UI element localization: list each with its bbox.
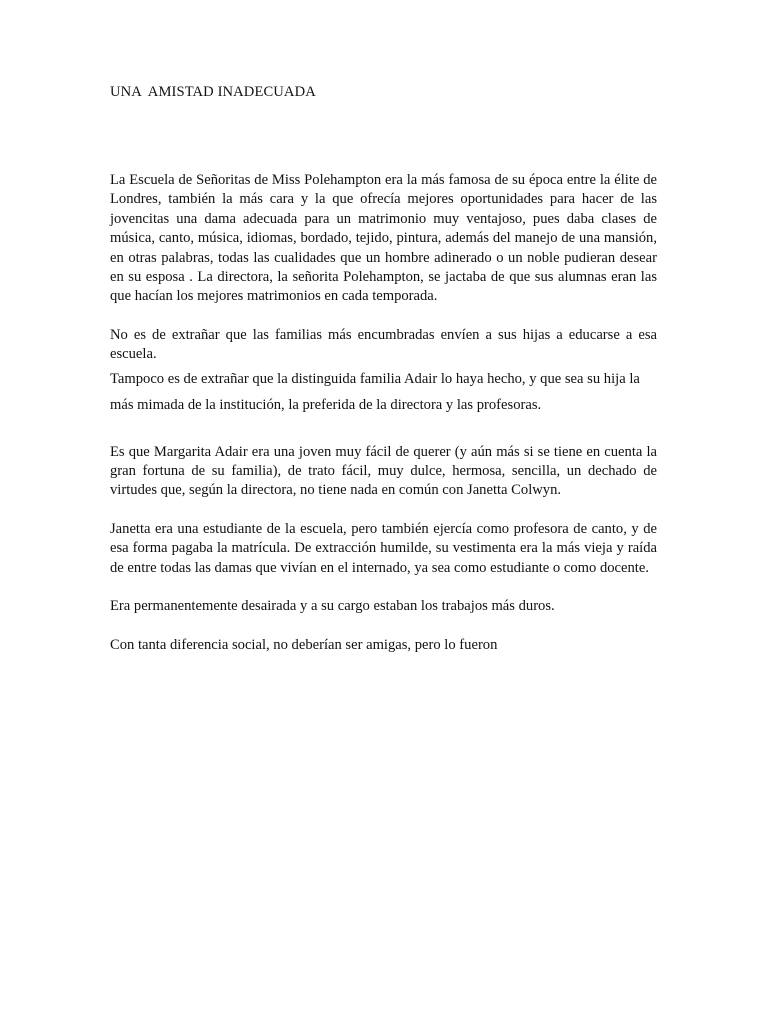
document-body: [110, 171, 657, 655]
paragraph-adair-family: Tampoco es de extrañar que la distinguida familia Adair lo haya hecho, y que sea su hija la más mimada de la institución, la preferida de la directora y las profesoras.: [110, 370, 640, 413]
paragraph-school: La Escuela de Señoritas de Miss Polehampton era la más famosa de su época entre la élite de Londres, también la más cara y la que ofrecía mejores oportunidades para hacer de las jovencitas una dama adecuada para un matrimonio muy ventajoso, pues daba clases de música, canto, música, idiomas, bordado, tejido, pintura, además del manejo de una mansión, en otras palabras, todas las cualidades que un hombre adinerado o un noble pudieran desear en su esposa . La directora, la señorita Polehampton, se jactaba de que sus alumnas eran las que hacían los mejores matrimonios en cada temporada.: [110, 172, 657, 305]
paragraph-janetta: Janetta era una estudiante de la escuela, pero también ejercía como profesora de canto, y de esa forma pagaba la matrícula. De extracción humilde, su vestimenta era la más vieja y raída de entre todas las damas que vivían en el internado, ya sea como estudiante o como docente.: [110, 520, 657, 576]
paragraph-margarita: Es que Margarita Adair era una joven muy fácil de querer (y aún más si se tiene en cuenta la gran fortuna de su familia), de trato fácil, muy dulce, hermosa, sencilla, un dechado de virtudes que, según la directora, no tiene nada en común con Janetta Colwyn.: [110, 443, 657, 499]
paragraph-families: No es de extrañar que las familias más encumbradas envíen a sus hijas a educarse a esa escuela.: [110, 326, 657, 363]
paragraph-slighted: Era permanentemente desairada y a su cargo estaban los trabajos más duros.: [110, 598, 555, 615]
document-title: UNA AMISTAD INADECUADA: [110, 84, 316, 100]
paragraph-friends: Con tanta diferencia social, no deberían ser amigas, pero lo fueron: [110, 636, 498, 653]
